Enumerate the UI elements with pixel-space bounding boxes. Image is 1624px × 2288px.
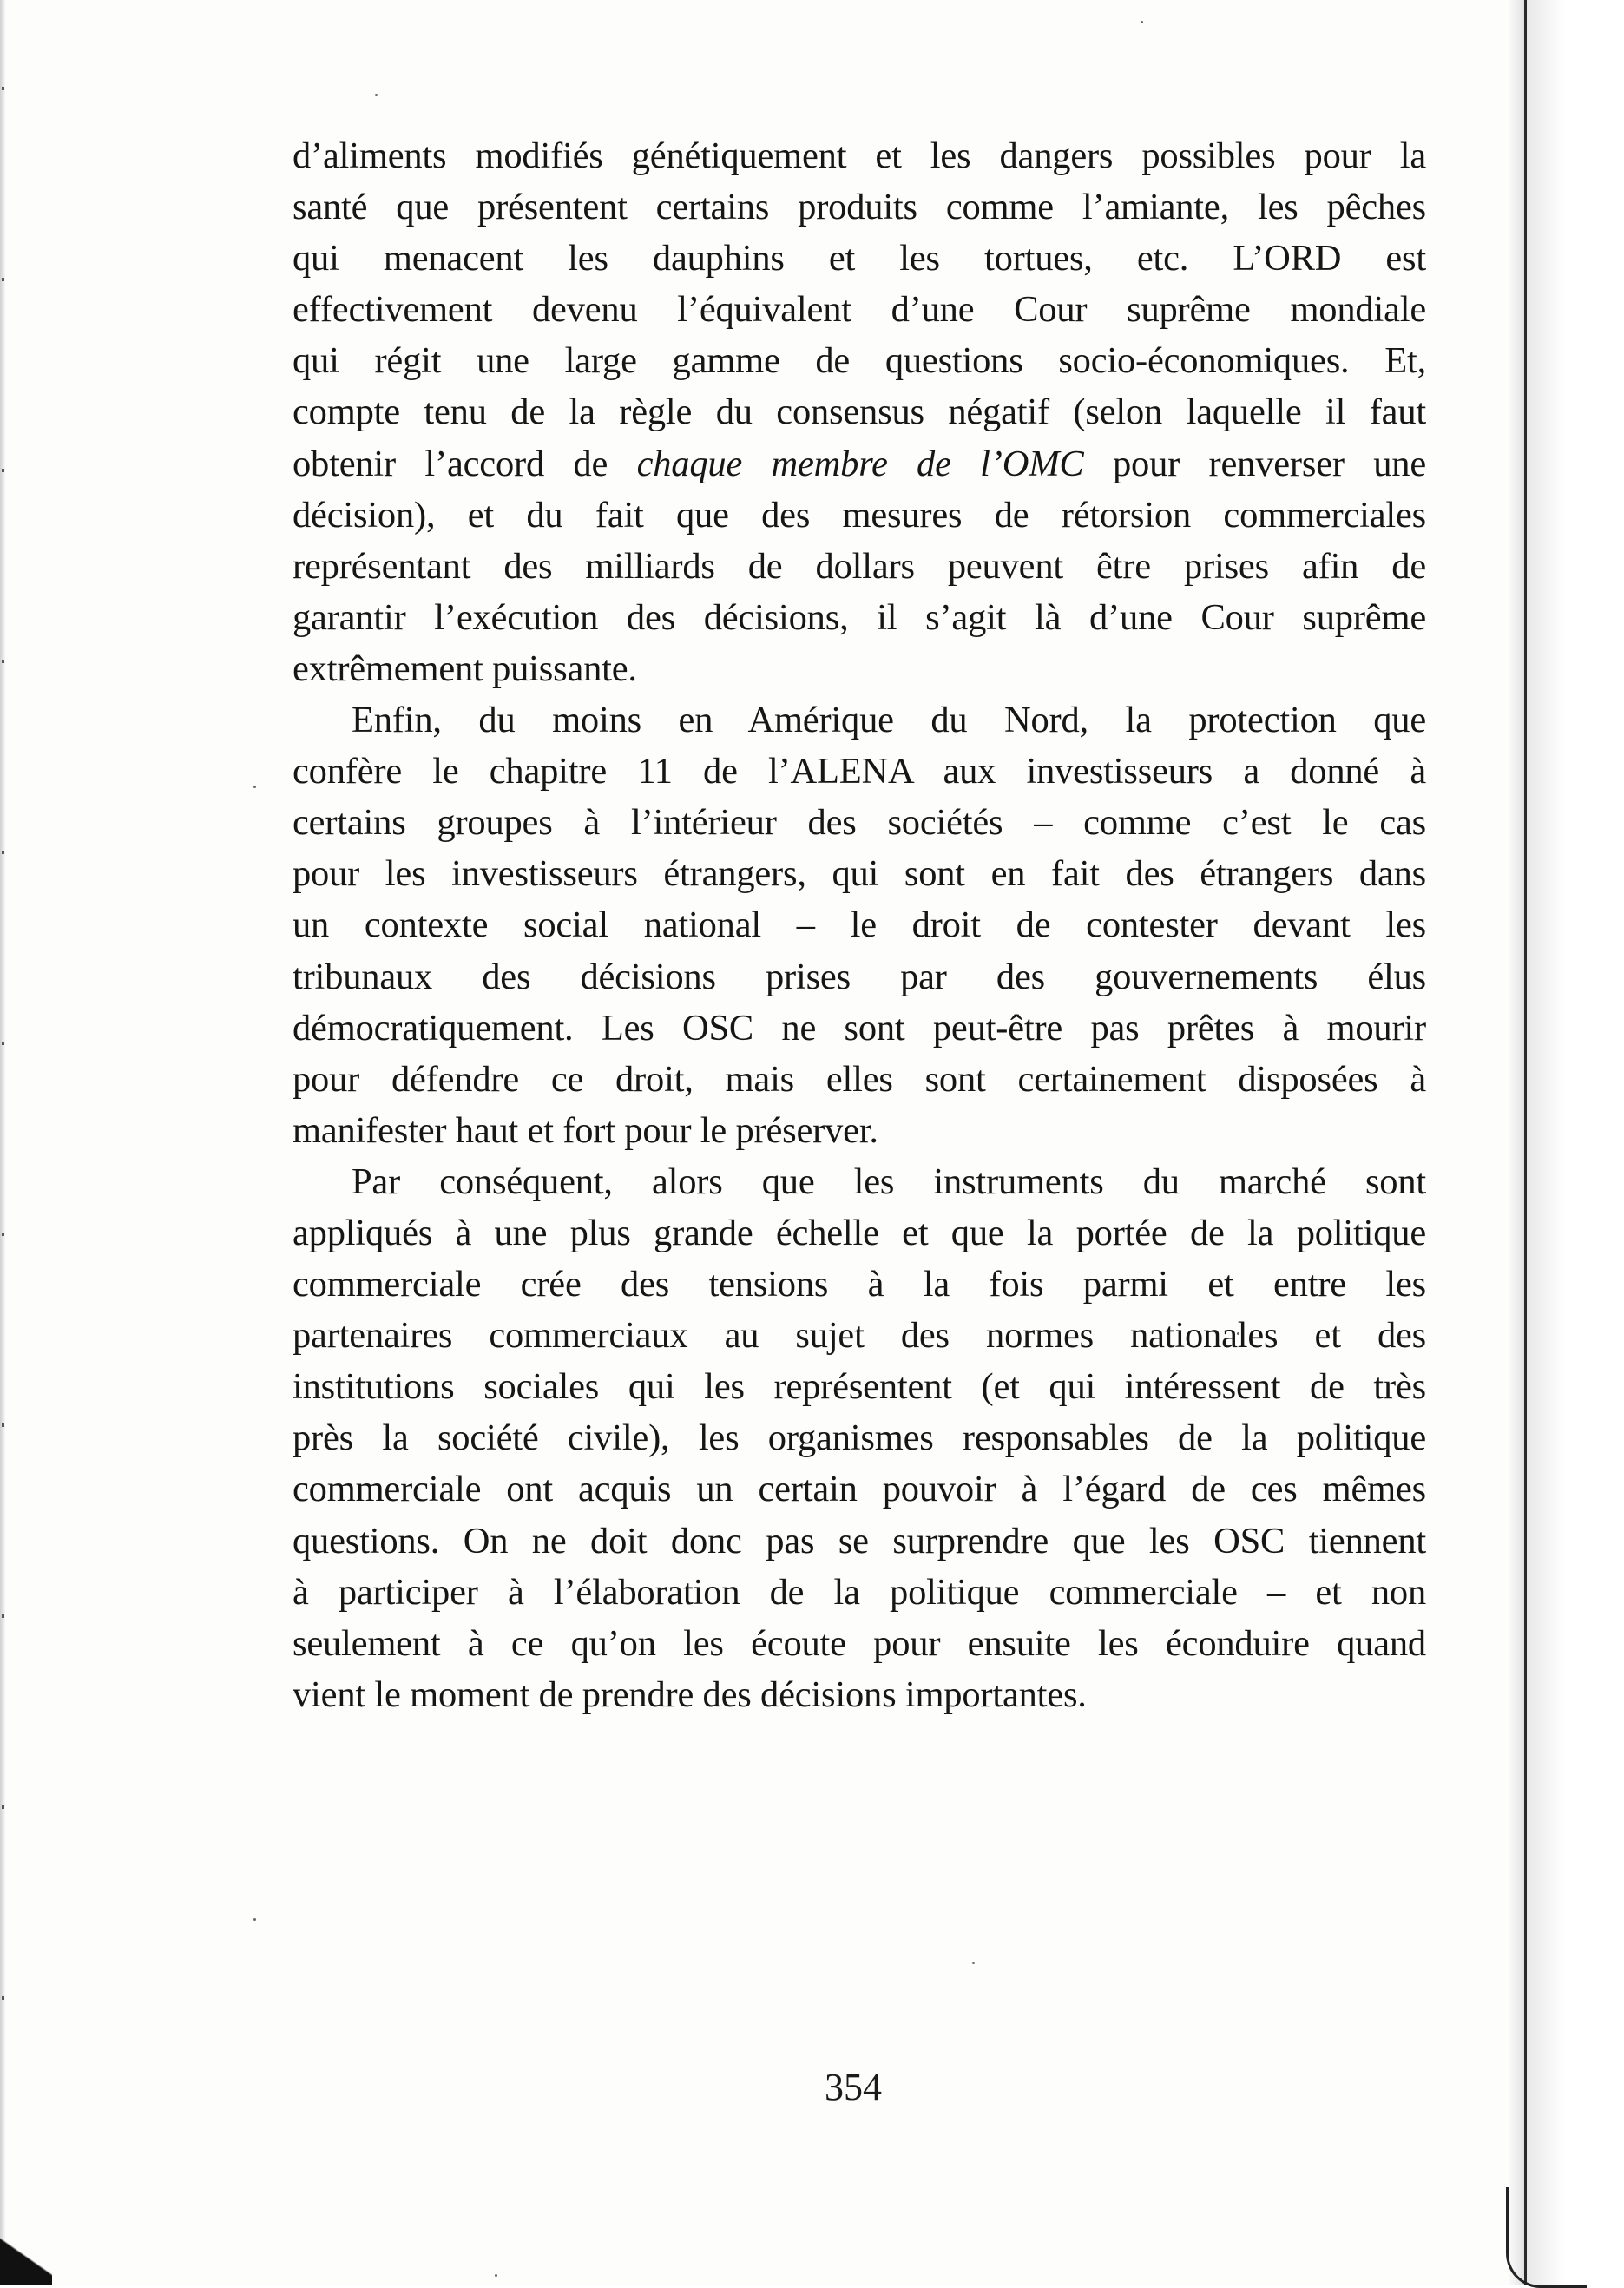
scan-speck [972,1962,975,1964]
text-line: extrêmement puissante. [293,648,637,689]
text-line: un contexte social national – le droit de contester devant les [293,904,1426,946]
text-line: qui régit une large gamme de questions socio-économiques. Et, [293,340,1426,382]
corner-shadow [0,2207,52,2285]
text-line: questions. On ne doit donc pas se surprendre que les OSC tiennent [293,1520,1426,1561]
text-line: à participer à l’élaboration de la politique commerciale – et non [293,1571,1426,1613]
text-line: institutions sociales qui les représentent (et qui intéressent de très [293,1366,1426,1408]
text-line: effectivement devenu l’équivalent d’une Cour suprême mondiale [293,289,1426,331]
text-line: près la société civile), les organismes responsables de la politique [293,1417,1426,1459]
scan-speck [253,1918,256,1921]
text-line: commerciale ont acquis un certain pouvoir à l’égard de ces mêmes [293,1469,1426,1510]
paragraph [293,694,1426,1156]
paragraph [293,1156,1426,1720]
text-line: partenaires commerciaux au sujet des normes nationales et des [293,1315,1426,1357]
text-line [293,438,1426,490]
text-line: confère le chapitre 11 de l’ALENA aux investisseurs a donné à [293,751,1426,792]
paragraph [293,130,1426,694]
text-line: seulement à ce qu’on les écoute pour ensuite les éconduire quand [293,1622,1426,1664]
text-line: compte tenu de la règle du consensus négatif (selon laquelle il faut [293,391,1426,433]
text-line: décision), et du fait que des mesures de rétorsion commerciales [293,494,1426,536]
text-line: tribunaux des décisions prises par des gouvernements élus [293,956,1426,997]
text-line: Enfin, du moins en Amérique du Nord, la protection que [352,700,1426,741]
text-run: obtenir l’accord de [293,443,637,484]
text-line: garantir l’exécution des décisions, il s’agit là d’une Cour suprême [293,596,1426,638]
scan-speck [253,786,256,788]
text-line: qui menacent les dauphins et les tortues, etc. L’ORD est [293,238,1426,279]
text-line: certains groupes à l’intérieur des sociétés – comme c’est le cas [293,802,1426,844]
text-line: représentant des milliards de dollars peuvent être prises afin de [293,545,1426,587]
text-line: démocratiquement. Les OSC ne sont peut-être pas prêtes à mourir [293,1007,1426,1049]
italic-text-run: chaque membre de l’OMC [636,443,1084,484]
text-line: appliqués à une plus grande échelle et que la portée de la politique [293,1212,1426,1253]
text-line: manifester haut et fort pour le préserver. [293,1109,878,1151]
text-line: commerciale crée des tensions à la fois parmi et entre les [293,1264,1426,1305]
text-line: vient le moment de prendre des décisions importantes. [293,1673,1087,1715]
text-line: pour les investisseurs étrangers, qui sont en fait des étrangers dans [293,853,1426,895]
scan-speck [495,2274,497,2277]
text-line: Par conséquent, alors que les instruments du marché sont [352,1160,1426,1202]
scan-speck [375,94,378,96]
text-run: pour renverser une [1083,443,1426,484]
body-text [293,130,1426,1720]
text-line: santé que présentent certains produits comme l’amiante, les pêches [293,187,1426,228]
left-edge-marks [2,87,4,2170]
text-line: d’aliments modifiés génétiquement et les dangers possibles pour la [293,135,1426,176]
right-scan-edge [1527,0,1624,2285]
page-curl [1506,2187,1587,2288]
text-line: pour défendre ce droit, mais elles sont certainement disposées à [293,1058,1426,1100]
scan-speck [1141,21,1143,23]
page-number: 354 [825,2066,882,2108]
